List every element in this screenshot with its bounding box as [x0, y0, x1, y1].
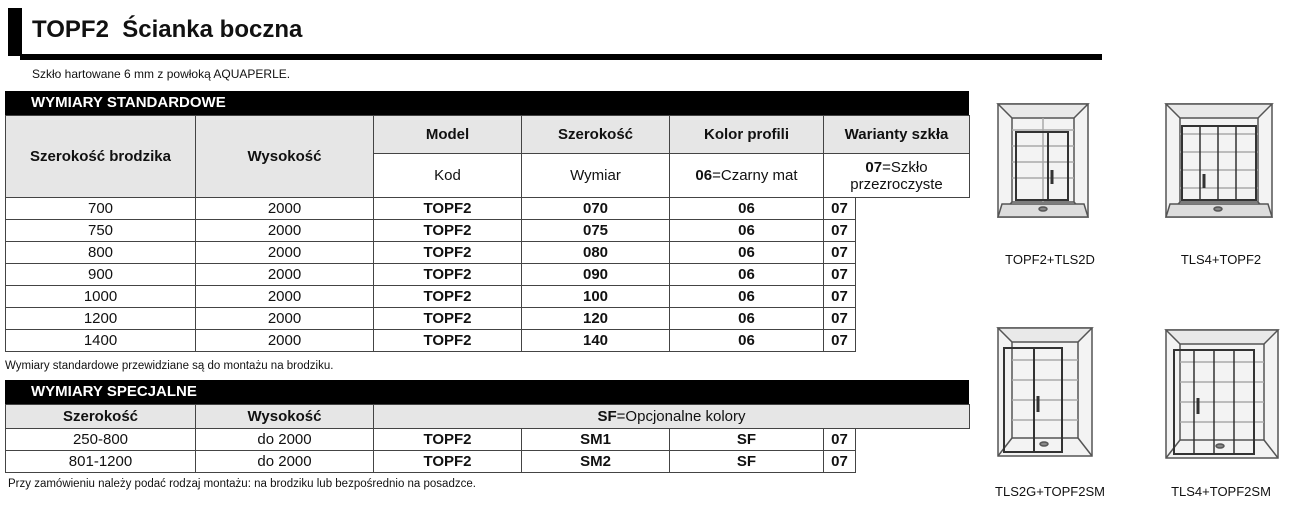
col-glass-variants: Warianty szkła — [824, 116, 970, 154]
special-sf-legend — [374, 405, 970, 429]
cell-width: 100 — [522, 286, 670, 308]
sf-code: SF — [597, 408, 617, 425]
cell-profile: SF — [670, 429, 824, 451]
cell-height: 2000 — [196, 198, 374, 220]
cell-profile: 06 — [670, 264, 824, 286]
cell-tray: 1000 — [6, 286, 196, 308]
table-row — [6, 242, 856, 264]
special-data-table — [5, 428, 856, 473]
table-row — [6, 451, 856, 473]
shower-enclosure-floor-illustration — [1160, 318, 1284, 478]
glass-text: =Szkło przezroczyste — [850, 158, 943, 193]
cell-width: 120 — [522, 308, 670, 330]
table-row — [6, 308, 856, 330]
cell-glass: 07 — [824, 286, 856, 308]
table-row — [6, 429, 856, 451]
cell-tray: 1200 — [6, 308, 196, 330]
sub-profile-legend — [670, 154, 824, 198]
cell-code: SM2 — [522, 451, 670, 473]
table-row — [6, 330, 856, 352]
page-title — [32, 16, 302, 44]
standard-section-band: WYMIARY STANDARDOWE — [5, 91, 969, 115]
cell-profile: 06 — [670, 286, 824, 308]
sub-model-code: Kod — [374, 154, 522, 198]
cell-model: TOPF2 — [374, 264, 522, 286]
special-col-width: Szerokość — [6, 405, 196, 429]
cell-glass: 07 — [824, 330, 856, 352]
cell-profile: 06 — [670, 220, 824, 242]
cell-height: 2000 — [196, 242, 374, 264]
cell-model: TOPF2 — [374, 451, 522, 473]
subtitle: Szkło hartowane 6 mm z powłoką AQUAPERLE. — [32, 67, 291, 81]
cell-profile: 06 — [670, 198, 824, 220]
cell-width: 140 — [522, 330, 670, 352]
cell-profile: 06 — [670, 308, 824, 330]
col-profile-color: Kolor profili — [670, 116, 824, 154]
cell-width: 070 — [522, 198, 670, 220]
cell-profile: 06 — [670, 330, 824, 352]
cell-height: do 2000 — [196, 451, 374, 473]
sf-text: =Opcjonalne kolory — [616, 408, 746, 425]
title-accent-bar — [8, 8, 22, 56]
cell-profile: SF — [670, 451, 824, 473]
cell-tray: 800 — [6, 242, 196, 264]
cell-glass: 07 — [824, 264, 856, 286]
standard-data-table — [5, 197, 856, 352]
cell-code: SM1 — [522, 429, 670, 451]
cell-glass: 07 — [824, 451, 856, 473]
shower-enclosure-floor-illustration — [988, 316, 1106, 476]
shower-enclosure-tray-illustration — [988, 92, 1106, 232]
cell-profile: 06 — [670, 242, 824, 264]
cell-width: 075 — [522, 220, 670, 242]
standard-note: Wymiary standardowe przewidziane są do montażu na brodziku. — [5, 360, 334, 372]
cell-height: 2000 — [196, 286, 374, 308]
cell-model: TOPF2 — [374, 286, 522, 308]
special-note: Przy zamówieniu należy podać rodzaj montażu: na brodziku lub bezpośrednio na posadzce. — [8, 478, 476, 490]
cell-tray: 900 — [6, 264, 196, 286]
sub-width-dimension: Wymiar — [522, 154, 670, 198]
cell-model: TOPF2 — [374, 198, 522, 220]
illustration-caption-3: TLS2G+TOPF2SM — [995, 484, 1105, 499]
cell-glass: 07 — [824, 242, 856, 264]
cell-width: 090 — [522, 264, 670, 286]
illustration-caption-4: TLS4+TOPF2SM — [1171, 484, 1271, 499]
cell-model: TOPF2 — [374, 429, 522, 451]
table-row — [6, 198, 856, 220]
title-underline — [20, 54, 1102, 60]
special-section-band: WYMIARY SPECJALNE — [5, 380, 969, 404]
cell-tray: 750 — [6, 220, 196, 242]
col-height: Wysokość — [196, 116, 374, 198]
illustration-caption-1: TOPF2+TLS2D — [1005, 252, 1095, 267]
cell-glass: 07 — [824, 308, 856, 330]
special-col-height: Wysokość — [196, 405, 374, 429]
table-row — [6, 220, 856, 242]
cell-height: do 2000 — [196, 429, 374, 451]
col-tray-width: Szerokość brodzika — [6, 116, 196, 198]
special-header-table — [5, 404, 970, 429]
cell-model: TOPF2 — [374, 220, 522, 242]
glass-code: 07 — [865, 158, 883, 176]
cell-model: TOPF2 — [374, 242, 522, 264]
profile-text: =Czarny mat — [712, 167, 798, 184]
cell-glass: 07 — [824, 429, 856, 451]
cell-height: 2000 — [196, 330, 374, 352]
cell-glass: 07 — [824, 220, 856, 242]
profile-code: 06 — [695, 167, 713, 184]
cell-height: 2000 — [196, 308, 374, 330]
cell-tray: 700 — [6, 198, 196, 220]
title-model: TOPF2 — [32, 16, 109, 43]
col-width: Szerokość — [522, 116, 670, 154]
cell-width: 250-800 — [6, 429, 196, 451]
table-row — [6, 264, 856, 286]
title-name: Ścianka boczna — [122, 16, 303, 43]
cell-model: TOPF2 — [374, 308, 522, 330]
cell-model: TOPF2 — [374, 330, 522, 352]
cell-height: 2000 — [196, 220, 374, 242]
illustration-caption-2: TLS4+TOPF2 — [1180, 252, 1262, 267]
sub-glass-legend — [824, 154, 970, 198]
cell-width: 080 — [522, 242, 670, 264]
shower-enclosure-tray-illustration — [1160, 92, 1278, 232]
cell-height: 2000 — [196, 264, 374, 286]
cell-glass: 07 — [824, 198, 856, 220]
table-row — [6, 286, 856, 308]
col-model: Model — [374, 116, 522, 154]
standard-header-table — [5, 115, 970, 198]
cell-tray: 1400 — [6, 330, 196, 352]
cell-width: 801-1200 — [6, 451, 196, 473]
